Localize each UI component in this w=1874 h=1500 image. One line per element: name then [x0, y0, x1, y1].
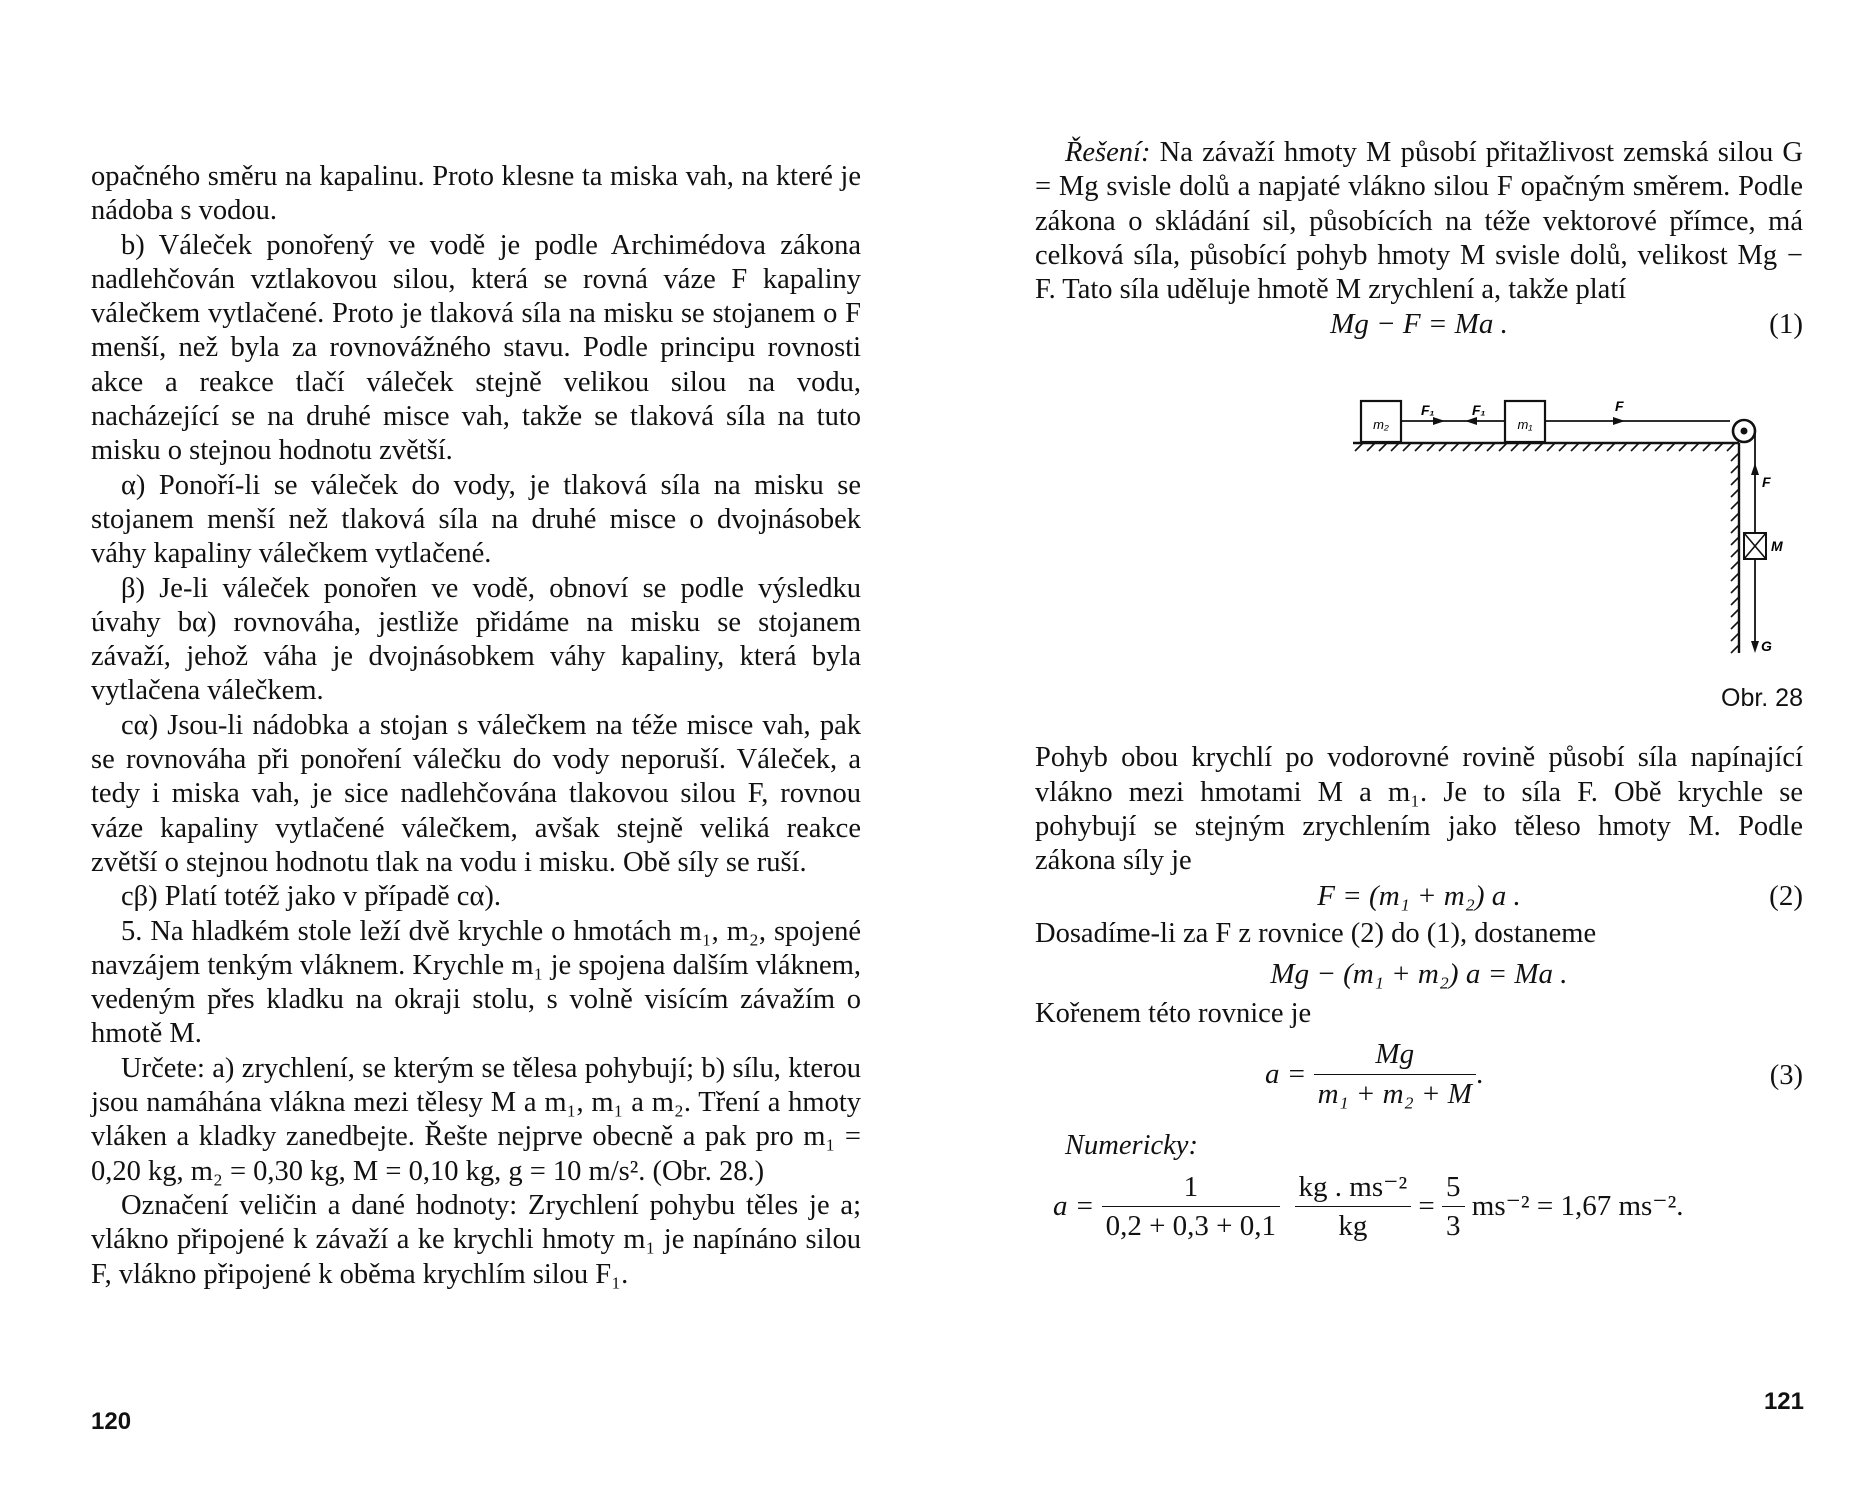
arrow-f1-right — [1465, 417, 1477, 425]
equation-1 — [1035, 307, 1803, 343]
solution-text: Na závaží hmoty M působí přitažlivost zemská silou G = Mg svisle dolů a napjaté vlákno silou F opačným směrem. Podle zákona o skládání sil, působících na téže vektorové přímce, má celková síla, působící pohyb hmoty M svisle dolů, velikost Mg − F. Tato síla uděluje hmotě M zrychlení a, takže platí — [1035, 137, 1804, 306]
equation-4-fraction-1 — [1102, 1170, 1280, 1244]
equation-3 — [1035, 1037, 1803, 1117]
solution-paragraph — [1035, 136, 1803, 307]
equation-3-numerator: Mg — [1314, 1037, 1476, 1074]
arrow-g — [1751, 641, 1759, 653]
label-f1-left: F₁ — [1421, 402, 1435, 419]
equation-4-body — [1053, 1170, 1684, 1244]
paragraph-c-beta: cβ) Platí totéž jako v případě cα). — [121, 881, 502, 913]
equation-4-equals: = — [1418, 1190, 1435, 1223]
equation-4-frac2-num: kg . ms⁻² — [1295, 1170, 1412, 1207]
equation-3-denominator: m₁ + m₂ + M — [1317, 1077, 1472, 1110]
equation-4-fraction-2 — [1295, 1170, 1412, 1244]
equation-4-frac1-den: 0,2 + 0,3 + 0,1 — [1105, 1209, 1277, 1242]
pulley-diagram — [1035, 391, 1803, 721]
figure-caption: Obr. 28 — [1721, 684, 1803, 713]
paragraph-c-alpha: cα) Jsou-li nádobka a stojan s válečkem na téže misce vah, pak se rovnováha při ponoření válečku do vody neporuší. Váleček, a tedy i miska vah, je sice nadlehčována tlakovou silou F, rovnou váze kapaliny vytlačené válečkem, avšak stejně veliká reakce zvětší o stejnou hodnotu tlak na vodu i misku. Obě síly se ruší. — [91, 709, 861, 878]
equation-substituted-formula: Mg − (m₁ + m₂) a = Ma . — [1270, 957, 1568, 990]
equation-1-number: (1) — [1769, 308, 1803, 341]
equation-3-lhs: a = — [1265, 1057, 1307, 1090]
paragraph-substitute: Dosadíme-li za F z rovnice (2) do (1), dostaneme — [1035, 917, 1597, 949]
label-m2: m₂ — [1373, 417, 1389, 433]
solution-label: Řešení: — [1065, 137, 1151, 168]
arrow-f-vertical — [1751, 463, 1759, 475]
equation-3-fraction — [1314, 1037, 1476, 1111]
right-page — [937, 0, 1874, 1500]
page-number-right: 121 — [1763, 1388, 1804, 1415]
paragraph-continuation: opačného směru na kapalinu. Proto klesne ta miska vah, na které je nádoba s vodou. — [91, 161, 861, 227]
paragraph-alpha: α) Ponoří-li se váleček do vody, je tlaková síla na misku se stojanem menší než tlaková síla na druhé misce o dvojnásobek váhy kapaliny válečkem vytlačené. — [91, 469, 861, 570]
paragraph-b: b) Váleček ponořený ve vodě je podle Archimédova zákona nadlehčován vztlakovou silou, která se rovná váze F kapaliny válečkem vytlačené. Proto je tlaková síla na misku se stojanem o F menší, než byla za rovnovážného stavu. Podle principu rovnosti akce a reakce tlačí váleček stejně velikou silou na vodu, nacházející se na druhé misce vah, takže se tlaková síla na tuto misku o stejnou hodnotu zvětší. — [91, 229, 861, 467]
equation-4-frac3-num: 5 — [1442, 1170, 1465, 1207]
paragraph-root: Kořenem této rovnice je — [1035, 997, 1312, 1029]
equation-2-number: (2) — [1769, 879, 1803, 912]
paragraph-beta: β) Je-li váleček ponořen ve vodě, obnoví se podle výsledku úvahy bα) rovnováha, jestliže přidáme na misku se stojanem závaží, jehož váha je dvojnásobkem váhy kapaliny, která byla vytlačena válečkem. — [91, 572, 861, 707]
table-hatching — [1353, 443, 1739, 451]
figure-28 — [1035, 391, 1803, 721]
equation-substituted — [1035, 957, 1803, 993]
equation-2 — [1035, 879, 1803, 915]
equation-4-frac3-den: 3 — [1446, 1209, 1461, 1242]
label-f1-right: F₁ — [1472, 402, 1486, 419]
pulley-axle — [1741, 428, 1748, 435]
equation-3-number: (3) — [1769, 1060, 1803, 1092]
equation-3-body — [1265, 1037, 1483, 1111]
equation-4-lhs: a = — [1053, 1190, 1095, 1223]
label-f-vertical: F — [1762, 474, 1771, 491]
equation-1-formula: Mg − F = Ma . — [1330, 308, 1508, 341]
equation-4-tail: ms⁻² = 1,67 ms⁻². — [1471, 1190, 1684, 1223]
table-edge-hatching — [1731, 443, 1739, 653]
paragraph-motion: Pohyb obou krychlí po vodorovné rovině působí síla napínající vlákno mezi hmotami M a m₁. Je to síla F. Obě krychle se pohybují se stejným zrychlením jako těleso hmoty M. Podle zákona síly je — [1035, 742, 1803, 877]
arrow-f1-left — [1433, 417, 1445, 425]
numericky-label: Numericky: — [1065, 1130, 1198, 1162]
equation-4 — [1035, 1170, 1803, 1252]
label-f-top: F — [1615, 398, 1624, 415]
equation-4-fraction-3 — [1442, 1170, 1465, 1244]
page-number-left: 120 — [91, 1408, 132, 1435]
problem-5-statement: 5. Na hladkém stole leží dvě krychle o hmotách m₁, m₂, spojené navzájem tenkým vláknem. Krychle m₁ je spojena dalším vláknem, vedeným přes kladku na okraji stolu, s volně visícím závažím o hmotě M. — [91, 915, 861, 1050]
label-M: M — [1771, 538, 1783, 555]
left-page-text — [91, 160, 861, 1292]
arrow-f-top — [1613, 417, 1625, 425]
right-page-text — [1035, 136, 1803, 1252]
equation-4-frac1-num: 1 — [1102, 1170, 1280, 1207]
problem-5-tasks: Určete: a) zrychlení, se kterým se tělesa pohybují; b) sílu, kterou jsou namáhána vlákna mezi tělesy M a m₁, m₁ a m₂. Tření a hmoty vláken a kladky zanedbejte. Řešte nejprve obecně a pak pro m₁ = 0,20 kg, m₂ = 0,30 kg, M = 0,10 kg, g = 10 m/s². (Obr. 28.) — [91, 1052, 861, 1187]
label-m1: m₁ — [1517, 417, 1533, 433]
equation-2-formula: F = (m₁ + m₂) a . — [1317, 879, 1521, 912]
label-G: G — [1761, 638, 1772, 655]
notation-paragraph: Označení veličin a dané hodnoty: Zrychlení pohybu těles je a; vlákno připojené k závaží a ke krychli hmoty m₁ je napínáno silou F, vlákno připojené k oběma krychlím silou F₁. — [91, 1189, 861, 1290]
equation-4-frac2-den: kg — [1338, 1209, 1368, 1242]
equation-3-tail: . — [1475, 1057, 1484, 1090]
